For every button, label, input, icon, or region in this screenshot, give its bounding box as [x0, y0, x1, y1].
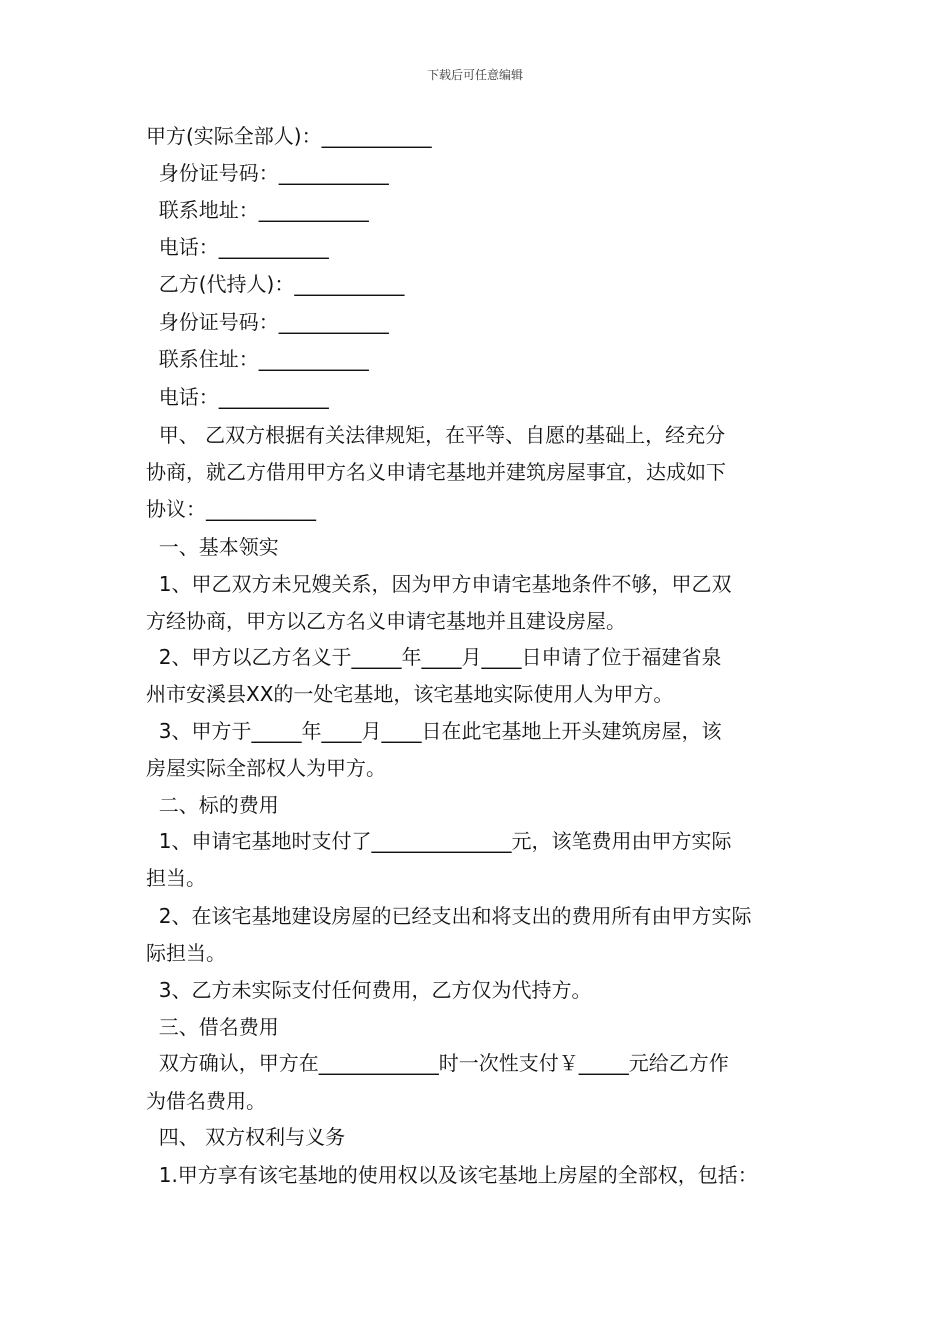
clause-2-2-line-2: 际担当。 [146, 941, 226, 965]
party-b-phone-line: 电话：___________ [146, 385, 329, 409]
party-b-address-line: 联系住址：___________ [146, 347, 369, 371]
clause-1-3-line-1: 3、甲方于_____年____月____日在此宅基地上开头建筑房屋，该 [146, 719, 722, 743]
clause-2-1-line-1: 1、申请宅基地时支付了______________元，该笔费用由甲方实际 [146, 829, 732, 853]
clause-1-1-line-2: 方经协商，甲方以乙方名义申请宅基地并且建设房屋。 [146, 609, 626, 633]
section-heading-1: 一、基本领实 [146, 535, 279, 559]
clause-1-1-line-1: 1、甲乙双方未兄嫂关系，因为甲方申请宅基地条件不够，甲乙双 [146, 572, 732, 596]
party-a-address-line: 联系地址：___________ [146, 198, 369, 222]
clause-2-1-line-2: 担当。 [146, 866, 206, 890]
section-heading-3: 三、借名费用 [146, 1015, 279, 1039]
party-b-id-line: 身份证号码：___________ [146, 310, 389, 334]
clause-3-line-1: 双方确认，甲方在____________时一次性支付￥_____元给乙方作 [146, 1051, 729, 1075]
section-heading-2: 二、标的费用 [146, 793, 279, 817]
party-a-phone-line: 电话：___________ [146, 235, 329, 259]
page-header: 下载后可任意编辑 [426, 68, 523, 82]
preamble-line-2: 协商，就乙方借用甲方名义申请宅基地并建筑房屋事宜，达成如下 [146, 460, 726, 484]
preamble-line-3: 协议：___________ [146, 497, 316, 521]
section-heading-4: 四、 双方权利与义务 [146, 1125, 346, 1149]
preamble-line-1: 甲、 乙双方根据有关法律规矩，在平等、自愿的基础上，经充分 [146, 423, 726, 447]
clause-3-line-2: 为借名费用。 [146, 1089, 266, 1113]
party-a-id-line: 身份证号码：___________ [146, 161, 389, 185]
clause-4-1-line-1: 1.甲方享有该宅基地的使用权以及该宅基地上房屋的全部权，包括： [146, 1163, 758, 1187]
party-b-holder-line: 乙方(代持人)：___________ [146, 272, 405, 296]
clause-2-3: 3、乙方未实际支付任何费用，乙方仅为代持方。 [146, 978, 592, 1002]
clause-1-2-line-1: 2、甲方以乙方名义于_____年____月____日申请了位于福建省泉 [146, 645, 722, 669]
clause-2-2-line-1: 2、在该宅基地建设房屋的已经支出和将支出的费用所有由甲方实际 [146, 904, 752, 928]
party-a-owner-line: 甲方(实际全部人)：___________ [146, 124, 432, 148]
clause-1-2-line-2: 州市安溪县XX的一处宅基地，该宅基地实际使用人为甲方。 [146, 682, 674, 706]
clause-1-3-line-2: 房屋实际全部权人为甲方。 [146, 756, 386, 780]
